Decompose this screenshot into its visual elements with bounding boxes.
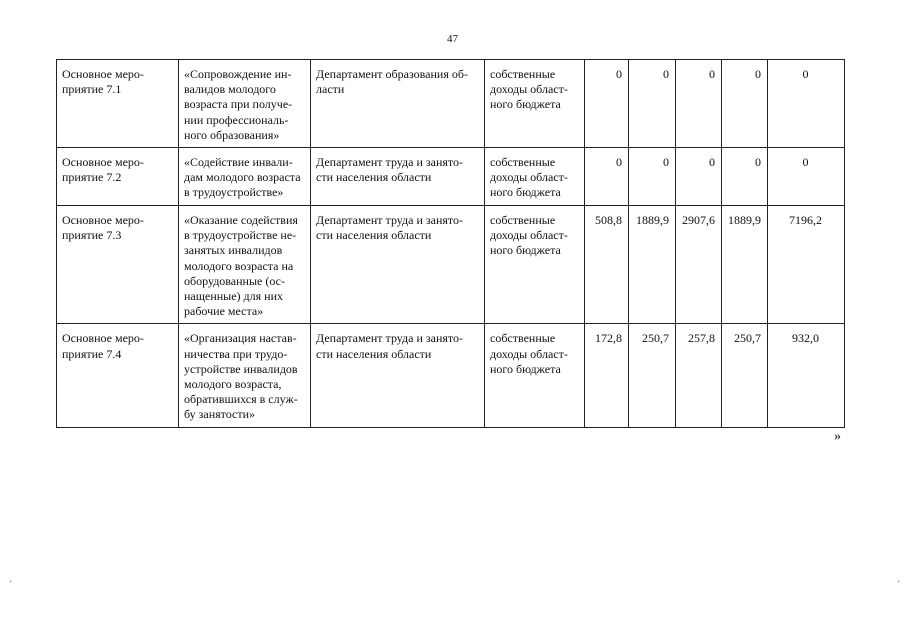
funding-source-cell: собственные доходы област- ного бюджета [485, 324, 585, 428]
value-cell-4: 1889,9 [722, 206, 768, 324]
event-cell: Основное меро- приятие 7.1 [57, 60, 179, 148]
event-name-cell: «Содействие инвали- дам молодого возраста в трудоустройстве» [179, 148, 311, 206]
value-cell-1: 172,8 [585, 324, 629, 428]
program-events-table [56, 59, 845, 428]
value-cell-4: 0 [722, 148, 768, 206]
total-cell: 0 [768, 148, 845, 206]
event-cell: Основное меро- приятие 7.3 [57, 206, 179, 324]
funding-source-cell: собственные доходы област- ного бюджета [485, 60, 585, 148]
value-cell-3: 0 [676, 60, 722, 148]
value-cell-4: 0 [722, 60, 768, 148]
table-row [57, 148, 845, 206]
event-name-cell: «Организация настав- ничества при трудо- устройстве инвалидов молодого возраста, обратившихся в служ- бу занятости» [179, 324, 311, 428]
closing-quote: » [834, 429, 841, 444]
event-name-cell: «Сопровождение ин- валидов молодого возраста при получе- нии профессиональ- ного образования» [179, 60, 311, 148]
table-row [57, 324, 845, 428]
funding-source-cell: собственные доходы област- ного бюджета [485, 206, 585, 324]
value-cell-2: 0 [629, 148, 676, 206]
event-cell: Основное меро- приятие 7.4 [57, 324, 179, 428]
total-cell: 932,0 [768, 324, 845, 428]
table-row [57, 206, 845, 324]
event-cell: Основное меро- приятие 7.2 [57, 148, 179, 206]
value-cell-2: 250,7 [629, 324, 676, 428]
value-cell-1: 0 [585, 148, 629, 206]
funding-source-cell: собственные доходы област- ного бюджета [485, 148, 585, 206]
value-cell-2: 1889,9 [629, 206, 676, 324]
value-cell-3: 0 [676, 148, 722, 206]
total-cell: 7196,2 [768, 206, 845, 324]
executor-cell: Департамент образования об- ласти [311, 60, 485, 148]
executor-cell: Департамент труда и занято- сти населения области [311, 206, 485, 324]
value-cell-2: 0 [629, 60, 676, 148]
value-cell-1: 0 [585, 60, 629, 148]
total-cell: 0 [768, 60, 845, 148]
value-cell-1: 508,8 [585, 206, 629, 324]
event-name-cell: «Оказание содействия в трудоустройстве не- занятых инвалидов молодого возраста на оборудованные (ос- нащенные) для них рабочие места» [179, 206, 311, 324]
table-row [57, 60, 845, 148]
scan-artifact [10, 581, 11, 582]
value-cell-4: 250,7 [722, 324, 768, 428]
page-number: 47 [447, 33, 458, 45]
value-cell-3: 2907,6 [676, 206, 722, 324]
executor-cell: Департамент труда и занято- сти населения области [311, 324, 485, 428]
value-cell-3: 257,8 [676, 324, 722, 428]
scan-artifact [898, 581, 899, 582]
executor-cell: Департамент труда и занято- сти населения области [311, 148, 485, 206]
